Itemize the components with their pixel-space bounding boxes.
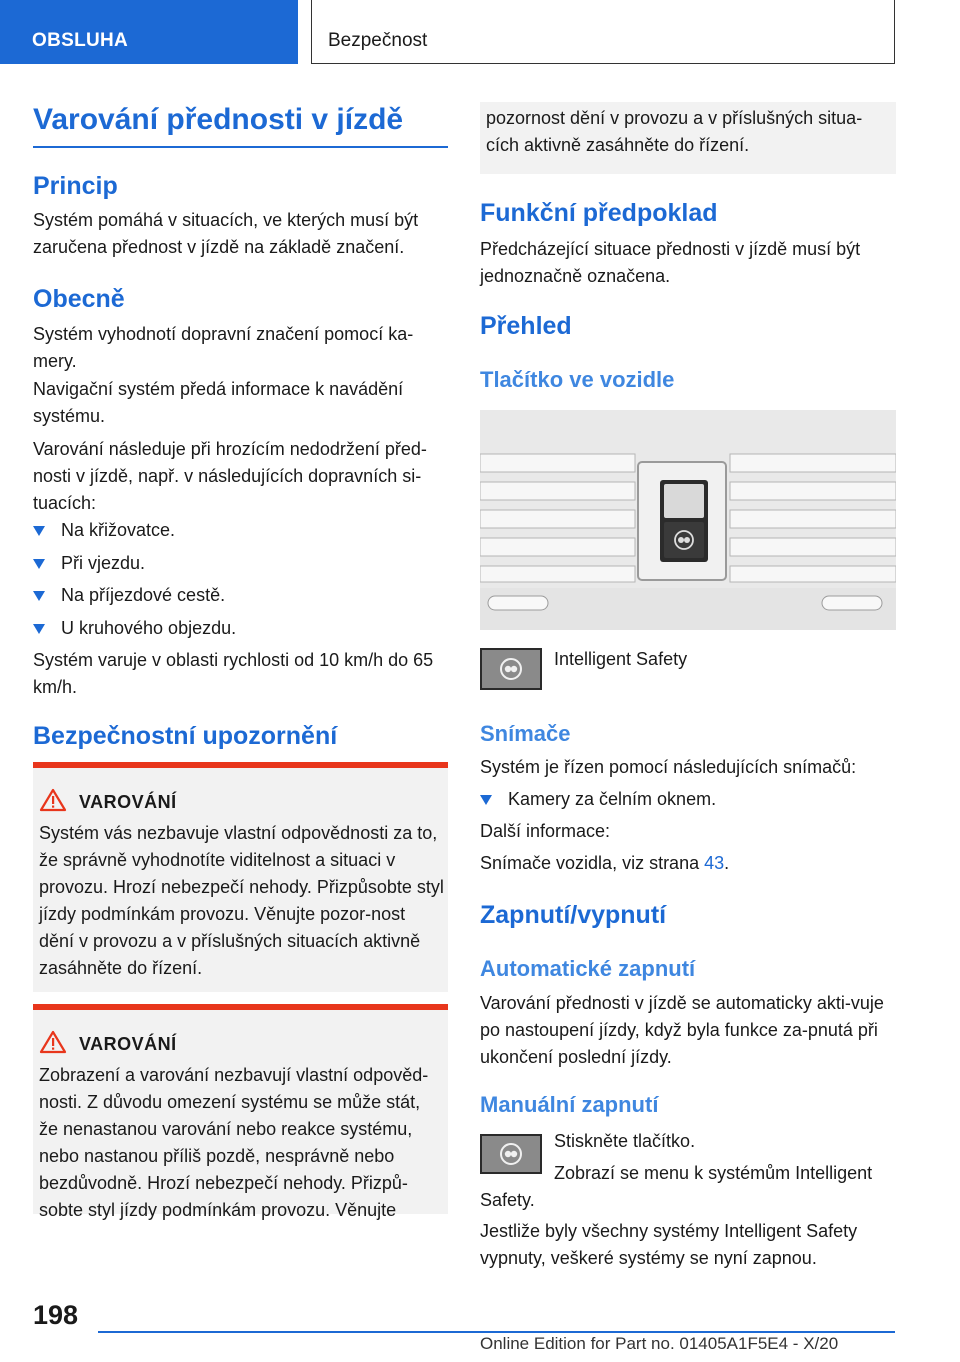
heading-button-in-vehicle: Tlačítko ve vozidle (480, 367, 675, 392)
princip-text: Systém pomáhá v situacích, ve kterých musí být zaručena přednost v jízdě na základě značení. (33, 210, 419, 257)
manual-step-2: Zobrazí se menu k systémům Intelligent Safety. (480, 1163, 873, 1210)
edition-note: Online Edition for Part no. 01405A1F5E4 - X/20 (480, 1334, 839, 1353)
warning-box (33, 1004, 448, 1220)
triangle-bullet-icon (33, 591, 45, 601)
warning-title: VAROVÁNÍ (79, 792, 177, 812)
triangle-bullet-icon (480, 795, 492, 805)
obecne-p1: Systém vyhodnotí dopravní značení pomocí ka-mery. (33, 324, 414, 371)
warning-text: Systém vás nezbavuje vlastní odpovědnosti za to, že správně vyhodnotíte viditelnost a situaci v provozu. Hrozí nebezpečí nehody. Přizpůsobte styl jízdy podmínkám provozu. Věnujte pozor-nost dění v provozu a v příslušných situacích aktivně zasáhněte do řízení. (39, 823, 444, 978)
page-number: 198 (33, 1300, 79, 1330)
page-title: Varování přednosti v jízdě (33, 103, 404, 136)
warning-continuation-text: pozornost dění v provozu a v příslušných situa-cích aktivně zasáhněte do řízení. (486, 108, 863, 155)
obecne-p2: Navigační systém předá informace k navádění systému. (33, 379, 404, 426)
air-vent-illustration (480, 410, 896, 630)
triangle-bullet-icon (33, 526, 45, 536)
heading-princip: Princip (33, 172, 118, 200)
page-header (0, 0, 960, 66)
heading-sensors: Snímače (480, 721, 571, 746)
footer-rule (98, 1331, 895, 1333)
section-tab: OBSLUHA (0, 0, 298, 64)
obecne-p4: Systém varuje v oblasti rychlosti od 10 km/h do 65 km/h. (33, 650, 434, 697)
warning-triangle-icon (39, 1030, 67, 1054)
heading-onoff: Zapnutí/vypnutí (480, 901, 667, 929)
manual-text: Jestliže byly všechny systémy Intelligent Safety vypnuty, veškeré systémy se nyní zapnou. (480, 1221, 858, 1268)
intelligent-safety-button-icon (480, 648, 542, 690)
heading-auto-on: Automatické zapnutí (480, 956, 696, 981)
manual-step-1: Stiskněte tlačítko. (554, 1131, 696, 1151)
warning-box (33, 762, 448, 992)
triangle-bullet-icon (33, 559, 45, 569)
auto-on-text: Varování přednosti v jízdě se automaticky akti-vuje po nastoupení jízdy, když byla funkce za-pnutá při ukončení poslední jízdy. (480, 993, 884, 1067)
heading-manual-on: Manuální zapnutí (480, 1092, 659, 1117)
button-label: Intelligent Safety (554, 649, 688, 669)
obecne-p3: Varování následuje při hrozícím nedodržení před-nosti v jízdě, např. v následujících dopravních si-tuacích: (33, 439, 427, 513)
warning-triangle-icon (39, 788, 67, 812)
warning-bar (33, 762, 448, 768)
page-link[interactable]: 43 (704, 853, 725, 873)
warning-text: Zobrazení a varování nezbavují vlastní odpověd-nosti. Z důvodu omezení systému se může stát, že nenastanou varování nebo reakce systému, nebo nastanou příliš pozdě, nesprávně nebo bezdůvodně. Hrozí nebezpečí nehody. Přizpů-sobte styl jízdy podmínkám provozu. Věnujte (39, 1065, 429, 1220)
title-rule (33, 146, 448, 148)
sensors-reference: Snímače vozidla, viz strana 43. (480, 853, 730, 873)
heading-obecne: Obecně (33, 285, 125, 313)
more-info-label: Další informace: (480, 821, 611, 841)
prerequisite-text: Předcházející situace přednosti v jízdě musí být jednoznačně označena. (480, 239, 861, 286)
warning-title: VAROVÁNÍ (79, 1034, 177, 1054)
chapter-title: Bezpečnost (311, 0, 895, 64)
safety-symbol-icon (482, 650, 540, 688)
warning-continuation-box (480, 102, 896, 174)
heading-prerequisite: Funkční předpoklad (480, 199, 718, 227)
heading-overview: Přehled (480, 312, 572, 340)
triangle-bullet-icon (33, 624, 45, 634)
warning-bar (33, 1004, 448, 1010)
vehicle-button-photo (480, 410, 896, 630)
sensors-text: Systém je řízen pomocí následujících snímačů: (480, 757, 857, 777)
heading-safety: Bezpečnostní upozornění (33, 722, 338, 750)
